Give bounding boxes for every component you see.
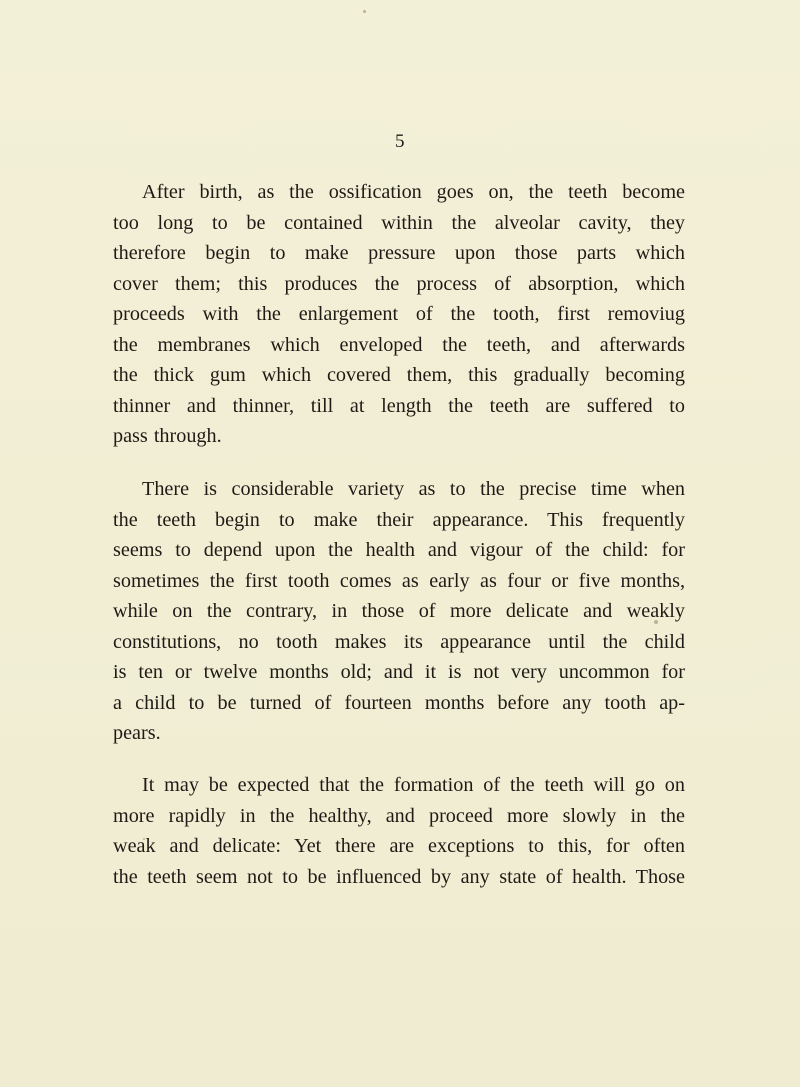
text-line: the thick gum which covered them, this gradually becoming: [113, 364, 685, 386]
paragraph-2: [113, 474, 685, 749]
text-line: the teeth seem not to be influenced by any state of health. Those: [113, 865, 685, 888]
text-line: weak and delicate: Yet there are exceptions to this, for often: [113, 835, 685, 857]
paragraph-1: [113, 177, 685, 452]
text-line: constitutions, no tooth makes its appearance until the child: [113, 630, 685, 653]
paper-speck: [363, 10, 366, 13]
text-line: too long to be contained within the alveolar cavity, they: [113, 211, 685, 234]
text-line: pass through.: [113, 425, 222, 447]
page-number: 5: [395, 131, 405, 152]
paragraph-3: [113, 770, 685, 892]
text-line: pears.: [113, 722, 161, 744]
text-line: therefore begin to make pressure upon those parts which: [113, 242, 685, 264]
text-line: the membranes which enveloped the teeth, and afterwards: [113, 333, 685, 356]
text-line: There is considerable variety as to the precise time when: [142, 478, 685, 500]
text-line: while on the contrary, in those of more delicate and weakly: [113, 600, 685, 622]
text-line: It may be expected that the formation of the teeth will go on: [142, 774, 685, 796]
text-line: sometimes the first tooth comes as early as four or five months,: [113, 569, 685, 592]
text-line: more rapidly in the healthy, and proceed more slowly in the: [113, 804, 685, 827]
text-line: After birth, as the ossification goes on, the teeth become: [142, 181, 685, 203]
text-line: thinner and thinner, till at length the teeth are suffered to: [113, 394, 685, 417]
text-line: proceeds with the enlargement of the tooth, first removiug: [113, 303, 685, 325]
text-line: is ten or twelve months old; and it is not very uncommon for: [113, 661, 685, 683]
text-line: a child to be turned of fourteen months before any tooth ap-: [113, 691, 685, 714]
text-line: seems to depend upon the health and vigour of the child: for: [113, 539, 685, 561]
text-line: the teeth begin to make their appearance. This frequently: [113, 508, 685, 531]
text-line: cover them; this produces the process of absorption, which: [113, 272, 685, 295]
